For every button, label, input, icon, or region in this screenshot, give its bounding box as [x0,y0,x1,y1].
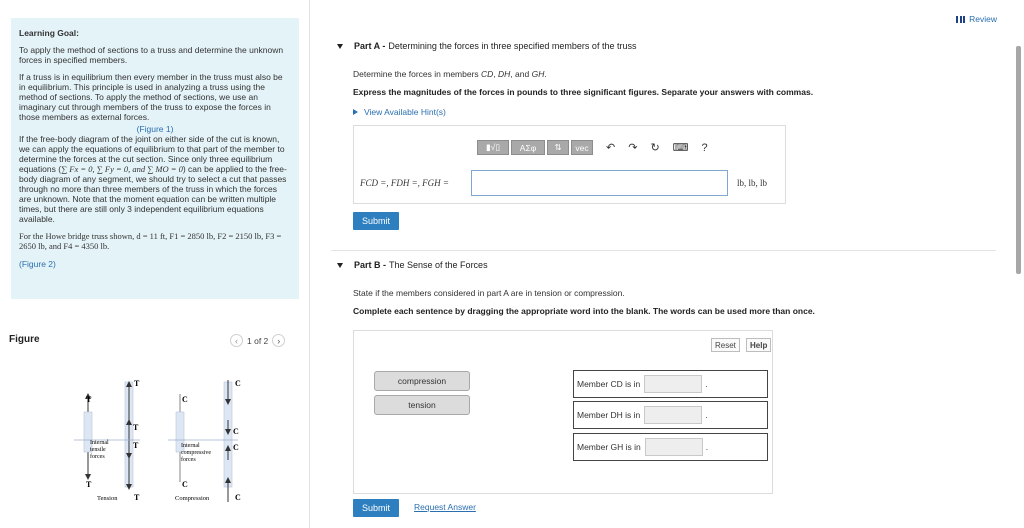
greek-symbols-button[interactable]: ΑΣφ [511,140,545,155]
undo-icon[interactable]: ↶ [606,142,616,154]
help-icon[interactable]: ? [701,141,708,154]
part-b-complete: Complete each sentence by dragging the appropriate word into the blank. The words can be used more than once. [353,306,815,316]
part-b-label: Part B - [354,260,387,270]
sentence-cd-text: Member CD is in [577,379,641,389]
fig-label-t5: T [86,480,92,489]
scrollbar-thumb[interactable] [1016,46,1021,274]
reset-button[interactable]: Reset [711,338,740,352]
part-a-instruction: Determine the forces in members CD, DH, and GH. [353,69,547,79]
equilibrium-equations: ∑ Fx = 0, ∑ Fy = 0, and ∑ MO = 0 [61,164,183,174]
part-a-label: Part A - [354,41,386,51]
part-b-submit-button[interactable]: Submit [353,499,399,517]
fig-label-c2: C [182,395,188,404]
sentence-cd [573,370,768,398]
figure-pager [230,334,285,347]
fig-label-t1: T [134,379,140,388]
collapse-triangle-icon [337,44,343,49]
fig-label-compression: Compression [175,495,210,502]
fig-label-c4: C [233,443,239,452]
para3-text-a: If the free-body diagram of the joint on either side of the cut is known, we can apply the equations of equilibrium to that part of the member to determine the forces at the cut section. Since only three equilibrium equations ( [19,134,285,174]
truss-force-figure [60,372,260,507]
figure-prev-button[interactable]: ‹ [230,334,243,347]
collapse-triangle-icon [337,263,343,268]
vector-button[interactable]: vec [571,140,593,155]
truss-givens: For the Howe bridge truss shown, d = 11 ft, F1 = 2850 lb, F2 = 2150 lb, F3 = 2650 lb, and F4 = 4350 lb. [19,231,282,251]
figure-heading: Figure [9,334,40,345]
scrollbar[interactable] [1015,36,1022,526]
fig-label-c6: C [235,493,241,502]
figure1-link[interactable]: (Figure 1) [136,124,174,134]
learning-goal-title: Learning Goal: [19,28,79,38]
request-answer-link[interactable]: Request Answer [414,502,476,512]
sentence-dh-period: . [705,410,708,420]
para3-text-b: ) can be applied to the free-body diagram of any segment, we should try to select a cut that passes through no more than three members of the truss in which the forces are unknown. Note that the moment equation can be written multiple times, but there are still only 3 independent equilibrium equations available. [19,164,287,224]
learning-goal-box [11,18,299,299]
part-b-header[interactable] [337,260,488,270]
learning-goal-para3 [19,134,291,224]
sentence-gh [573,433,768,461]
fig-label-t6: T [134,493,140,502]
part-b-instruction: State if the members considered in part A are in tension or compression. [353,288,625,298]
drag-drop-box [353,330,773,494]
part-a-express: Express the magnitudes of the forces in pounds to three significant figures. Separate your answers with commas. [353,87,814,97]
blank-cd[interactable] [644,375,702,393]
figure-page-indicator: 1 of 2 [247,335,269,346]
expand-triangle-icon [353,109,358,115]
fig-label-tension: Tension [97,495,118,502]
part-divider [331,250,996,251]
fig-label-c1: C [235,379,241,388]
word-tension[interactable]: tension [374,395,470,415]
part-a-title: Determining the forces in three specified members of the truss [388,41,637,51]
fig-label-c5: C [182,480,188,489]
part-a-header[interactable] [337,41,636,51]
view-hints-link[interactable] [353,107,446,117]
help-button[interactable]: Help [746,338,771,352]
figure-next-button[interactable]: › [272,334,285,347]
sentence-gh-text: Member GH is in [577,442,641,452]
answer-box [353,125,786,204]
subscript-button[interactable]: ⇅ [547,140,569,155]
fig-label-t3: T [133,423,139,432]
math-toolbar [477,140,708,155]
fig-label-c3: C [233,427,239,436]
sentence-dh [573,401,768,429]
templates-button[interactable]: ▮√▯ [477,140,509,155]
left-panel [0,0,310,528]
answer-units: lb, lb, lb [737,178,768,188]
fig-label-internal-tensile: Internal tensile forces [90,440,109,460]
learning-goal-para1: To apply the method of sections to a truss and determine the unknown forces in specified members. [19,45,284,65]
view-hints-label: View Available Hint(s) [364,107,446,117]
answer-input[interactable] [471,170,728,196]
book-icon [956,16,965,23]
redo-icon[interactable]: ↷ [628,142,638,154]
part-a-submit-button[interactable]: Submit [353,212,399,230]
toolbar-icons [606,141,708,154]
sentence-dh-text: Member DH is in [577,410,641,420]
fig-label-t2: T [86,395,92,404]
right-panel [311,0,1024,528]
reset-icon[interactable]: ↻ [650,142,660,154]
answer-label: FCD =, FDH =, FGH = [360,178,449,188]
fig-label-internal-compressive: Internal compressive forces [181,443,211,463]
blank-gh[interactable] [645,438,703,456]
figure2-link[interactable]: (Figure 2) [19,259,56,269]
sentence-cd-period: . [705,379,708,389]
blank-dh[interactable] [644,406,702,424]
review-link[interactable] [956,14,997,24]
fig-label-t4: T [133,441,139,450]
word-compression[interactable]: compression [374,371,470,391]
learning-goal-para2: If a truss is in equilibrium then every member in the truss must also be in equilibrium. This principle is used in analyzing a truss using the method of sections. To apply the method of sections, we use an imaginary cut through members of the truss to expose the forces in those members as external forces. [19,72,283,122]
sentence-gh-period: . [705,442,709,452]
review-label: Review [969,14,997,24]
keyboard-icon[interactable]: ⌨ [672,142,689,154]
part-b-title: The Sense of the Forces [389,260,488,270]
